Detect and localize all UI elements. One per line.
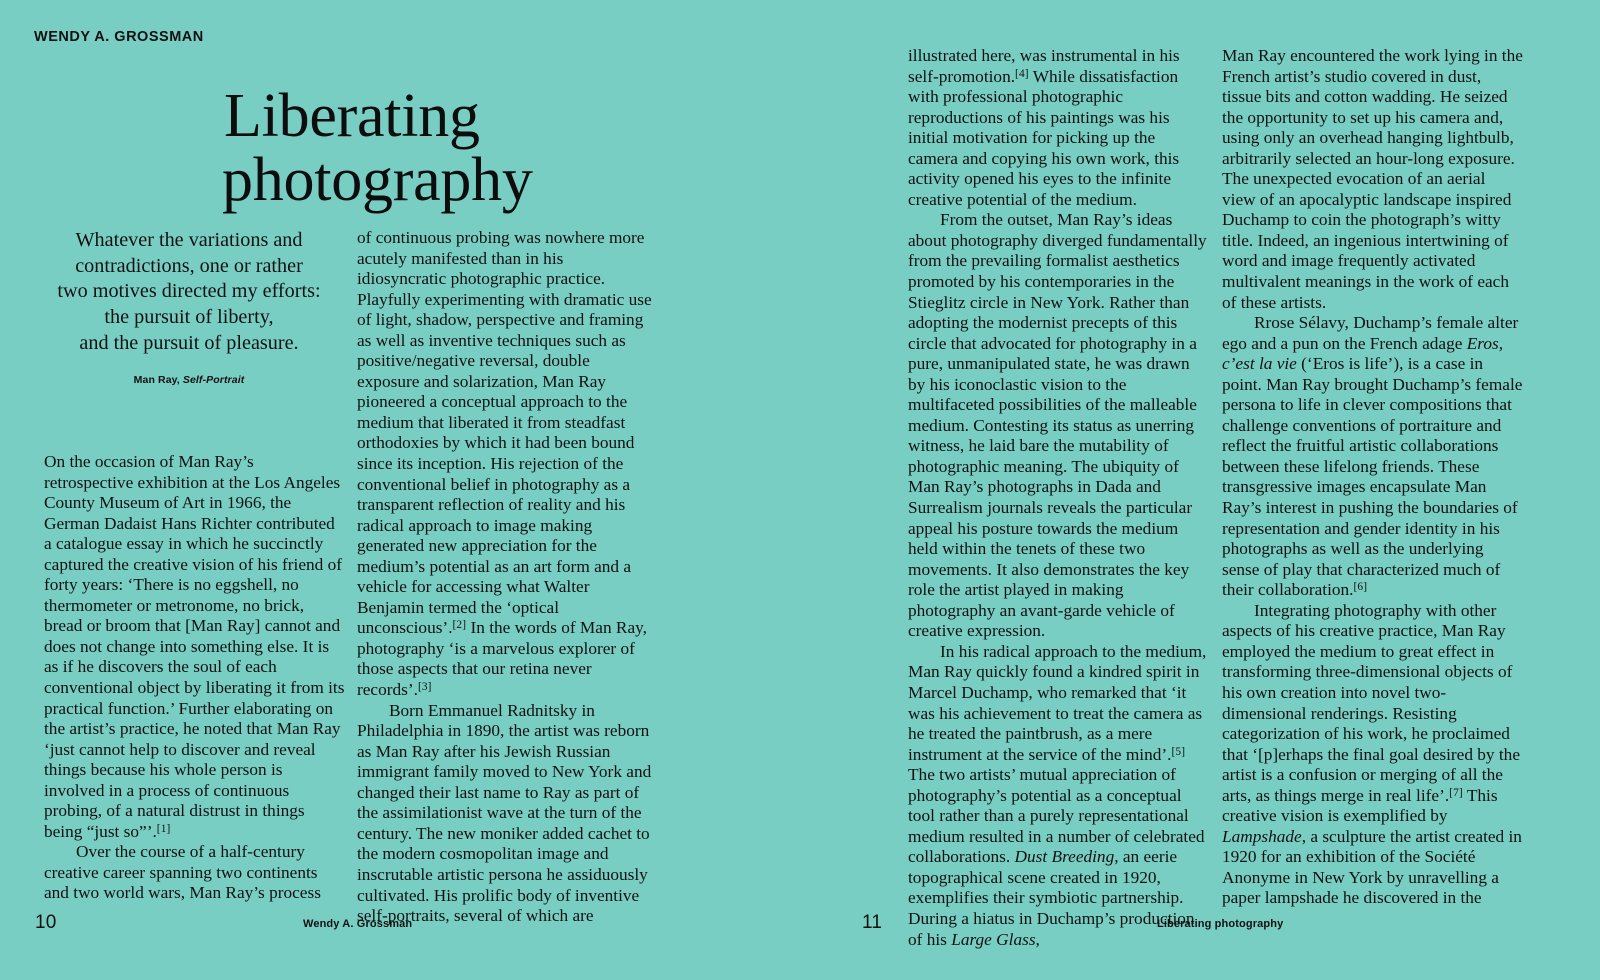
folio-right-page-number: 11 [862,912,883,933]
pull-quote-text [44,228,334,356]
pull-quote-line: the pursuit of liberty, [104,305,274,328]
paragraph [908,210,1208,641]
paragraph [1222,46,1523,313]
footnote-ref[interactable]: [2] [452,619,467,632]
paragraph [44,452,345,842]
paragraph-text: Integrating photography with other aspects of his creative practice, Man Ray employed the medium to great effect in transforming three-dimensional objects of his own creation into novel two-dimensional renderings. Resisting categorization of his work, he proclaimed that ‘[p]erhaps the final goal desired by the artist is a confusion or merging of all the arts, as things merge in real life’. [1222,600,1520,805]
running-head-right: Liberating photography [1157,918,1284,930]
paragraph [1222,601,1523,909]
pull-quote [44,228,334,386]
author-kicker: WENDY A. GROSSMAN [34,29,204,45]
paragraph [908,46,1208,210]
paragraph-text: , an eerie topographical scene created in 1920, exemplifies their symbiotic partnership. During a hiatus in Duchamp’s production of his [908,847,1195,949]
work-title-large-glass: Large Glass [951,929,1036,949]
footnote-ref[interactable]: [3] [417,681,432,694]
footnote-ref[interactable]: [1] [156,823,171,836]
pull-quote-line: and the pursuit of pleasure. [79,331,299,354]
footnote-ref[interactable]: [7] [1449,786,1463,799]
paragraph-text: This creative vision is exemplified by [1222,785,1498,826]
paragraph-text: Rrose Sélavy, Duchamp’s female alter ego and a pun on the French adage [1222,313,1519,353]
footnote-ref[interactable]: [5] [1171,745,1186,758]
pull-quote-line: Whatever the variations and [75,229,303,251]
paragraph-text: Over the course of a half-century creative career spanning two continents and two world wars, Man Ray’s process [44,842,321,903]
folio-left-page-number: 10 [35,912,57,933]
page-title [222,81,864,214]
text-column-3 [908,46,1208,950]
text-column-1 [44,452,345,904]
title-line-2: photography [222,146,533,214]
paragraph-text: , [1035,929,1040,949]
text-column-4 [1222,46,1523,909]
paragraph-text: In his radical approach to the medium, Man Ray quickly found a kindred spirit in Marcel Duchamp, who remarked that ‘it was his achievement to treat the camera as he treated the paintbrush, as a mere instrument at the service of the mind’. [908,641,1207,764]
paragraph-text: illustrated here, was instrumental in his self-promotion. [908,46,1180,86]
paragraph-text: From the outset, Man Ray’s ideas about photography diverged fundamentally from the prevailing formalist aesthetics promoted by his contemporaries in the Stieglitz circle in New York. Rather than adopting the modernist precepts of this circle that advocated for photography in a pure, unmanipulated state, he was drawn by his iconoclastic vision to the multifaceted possibilities of the malleable medium. Contesting its status as unerring witness, he laid bare the mutability of photographic meaning. The ubiquity of Man Ray’s photographs in Dada and Surrealism journals reveals the particular appeal his posture towards the medium held within the tenets of these two movements. It also demonstrates the key role the artist played in making photography an avant-garde vehicle of creative expression. [908,210,1207,641]
footnote-ref[interactable]: [6] [1353,581,1368,594]
pull-quote-line: two motives directed my efforts: [57,280,321,303]
footnote-ref[interactable]: [4] [1015,67,1029,80]
paragraph [908,642,1208,950]
work-title-dust-breeding: Dust Breeding [1014,847,1115,867]
paragraph-text: Born Emmanuel Radnitsky in Philadelphia in 1890, the artist was reborn as Man Ray after his Jewish Russian immigrant family moved to New York and changed their last name to Ray as part of the assimilationist wave at the turn of the century. The new moniker added cachet to the modern cosmopolitan image and inscrutable artistic persona he assiduously cultivated. His prolific body of inventive self-portraits, several of which are [357,700,652,926]
paragraph-text: In the words of Man Ray, photography ‘is a marvelous explorer of those aspects that our retina never records’. [357,618,647,700]
paragraph-text: (‘Eros is life’), is a case in point. Man Ray brought Duchamp’s female persona to life in clever compositions that challenge conventions of portraiture and reflect the fruitful artistic collaborations between these lifelong friends. These transgressive images encapsulate Man Ray’s interest in pushing the boundaries of representation and gender identity in his photographs as well as the underlying sense of play that characterized much of their collaboration. [1222,354,1523,600]
pull-quote-line: contradictions, one or rather [75,254,303,277]
paragraph-text: , a sculpture the artist created in 1920 for an exhibition of the Société Anonyme in New York by unravelling a paper lampshade he discovered in the [1222,826,1522,908]
paragraph [357,228,655,701]
paragraph-text: of continuous probing was nowhere more acutely manifested than in his idiosyncratic photographic practice. Playfully experimenting with dramatic use of light, shadow, perspective and framing as well as inventive techniques such as positive/negative reversal, double exposure and solarization, Man Ray pioneered a conceptual approach to the medium that liberated it from steadfast orthodoxies by which it had been bound since its inception. His rejection of the conventional belief in photography as a transparent reflection of reality and his radical approach to image making generated new appreciation for the medium’s potential as an art form and a vehicle for accessing what Walter Benjamin termed the ‘optical unconscious’. [357,228,652,638]
paragraph [44,842,345,904]
phrase-eros-cest-la-vie: Eros, c’est la vie [1222,333,1504,374]
text-column-2 [357,228,655,927]
paragraph [1222,313,1523,601]
paragraph-text: The two artists’ mutual appreciation of photography’s potential as a conceptual tool rather than a purely representational medium resulted in a number of celebrated collaborations. [908,765,1205,867]
paragraph-text: Man Ray encountered the work lying in the French artist’s studio covered in dust, tissue bits and cotton wadding. He seized the opportunity to set up his camera and, using only an overhead hanging lightbulb, arbitrarily selected an hour-long exposure. The unexpected evocation of an aerial view of an apocalyptic landscape inspired Duchamp to coin the photograph’s witty title. Indeed, an ingenious intertwining of word and image frequently activated multivalent meanings in the work of each of these artists. [1222,46,1523,312]
title-line-1: Liberating [224,81,480,150]
pull-quote-attribution [44,374,334,386]
running-head-left: Wendy A. Grossman [303,918,413,930]
pull-quote-attribution-source: Self-Portrait [182,374,245,387]
paragraph-text: On the occasion of Man Ray’s retrospective exhibition at the Los Angeles County Museum of Art in 1966, the German Dadaist Hans Richter contributed a catalogue essay in which he succinctly captured the creative vision of his friend of forty years: ‘There is no eggshell, no thermometer or metronome, no brick, bread or broom that [Man Ray] cannot and does not change into something else. It is as if he discovers the soul of each conventional object by liberating it from its practical function.’ Further elaborating on the artist’s practice, he noted that Man Ray ‘just cannot help to discover and reveal things because his whole person is involved in a process of continuous probing, of a natural distrust in things being “just so”’. [44,452,345,841]
work-title-lampshade: Lampshade [1222,826,1302,846]
paragraph [357,701,655,927]
paragraph-text: While dissatisfaction with professional photographic reproductions of his paintings was his initial motivation for picking up the camera and copying his own work, this activity opened his eyes to the infinite creative potential of the medium. [908,66,1180,209]
pull-quote-attribution-name: Man Ray, [133,374,183,387]
